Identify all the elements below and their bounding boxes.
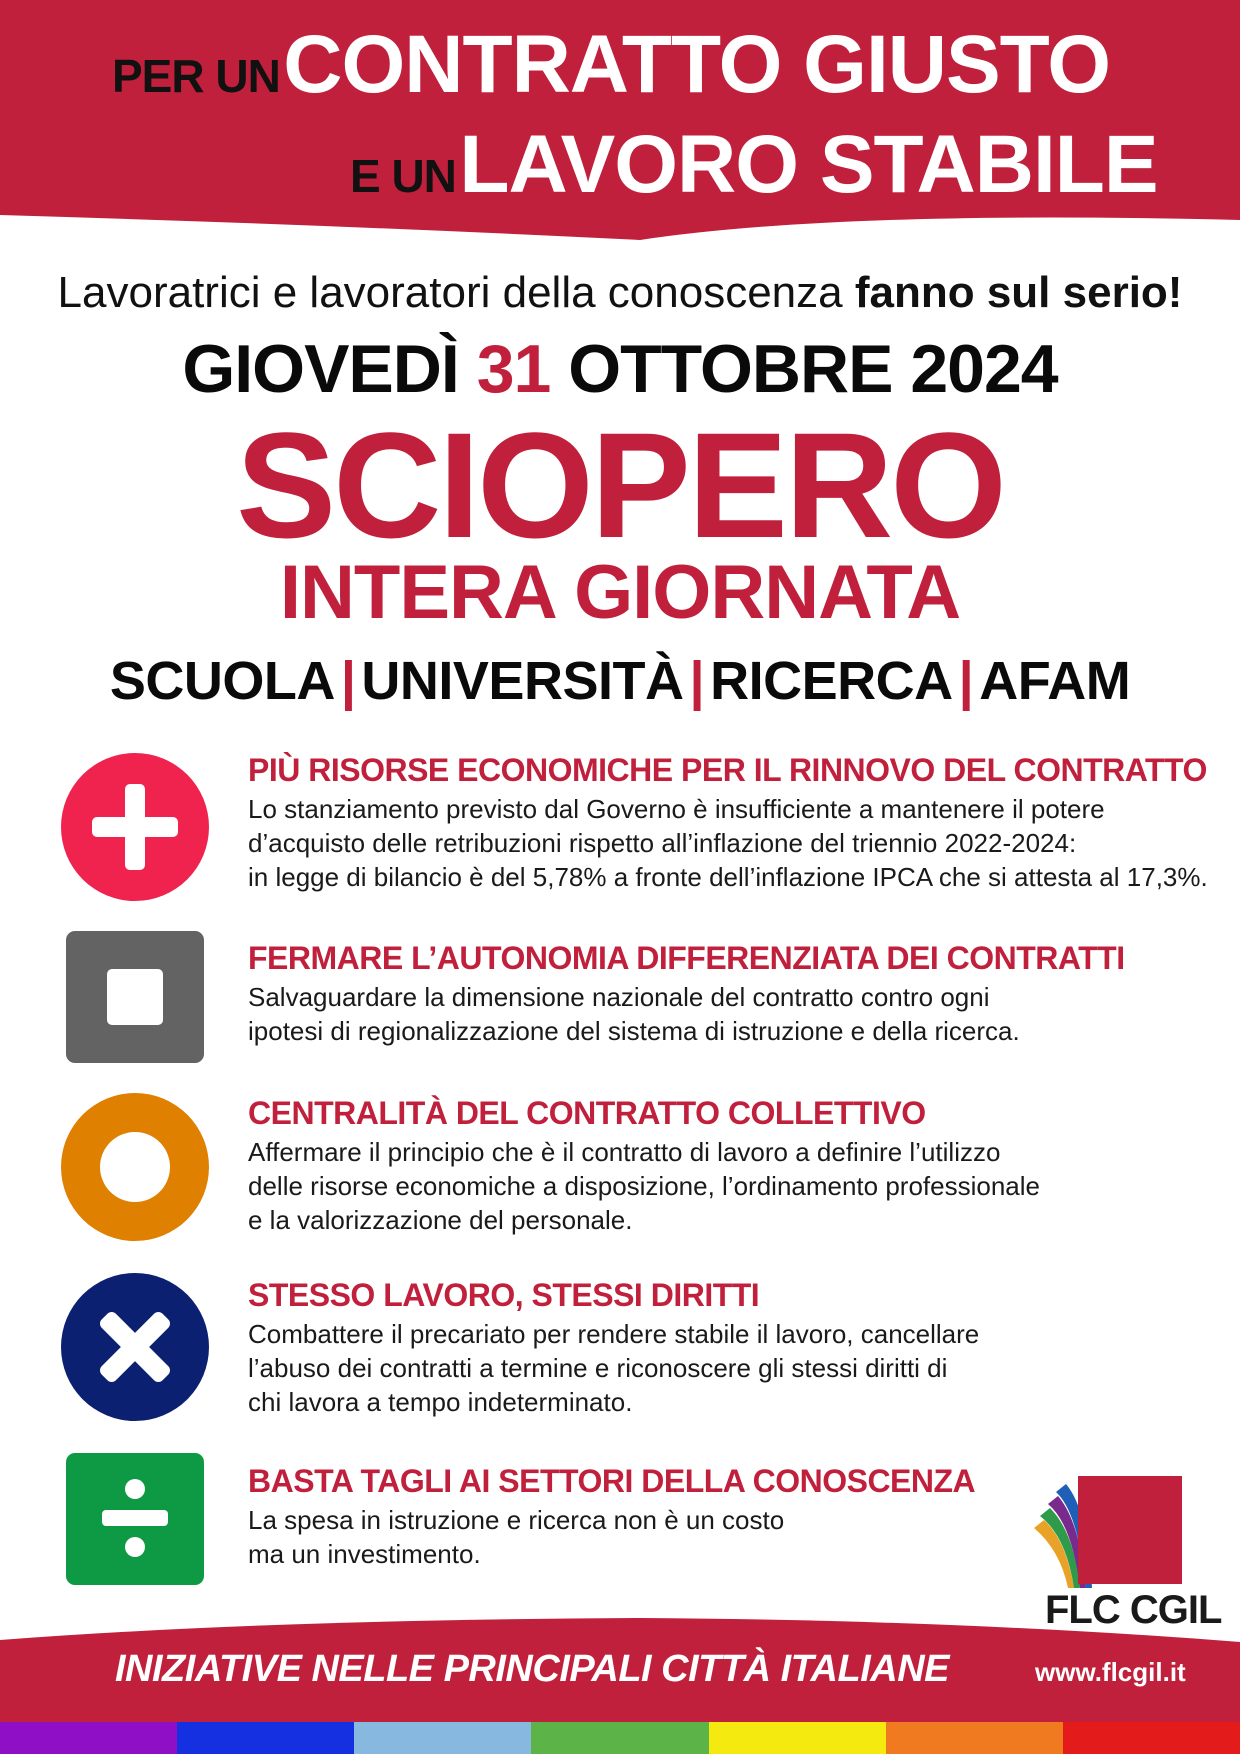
rainbow-segment bbox=[354, 1722, 531, 1754]
rainbow-strip bbox=[0, 1722, 1240, 1754]
sector-scuola: SCUOLA bbox=[109, 651, 335, 711]
point-title: FERMARE L’AUTONOMIA DIFFERENZIATA DEI CONTRATTI bbox=[248, 940, 1125, 976]
sector-separator: | bbox=[689, 651, 705, 711]
point-line: l’abuso dei contratti a termine e riconoscere gli stessi diritti di bbox=[248, 1353, 948, 1383]
point-line: Salvaguardare la dimensione nazionale del contratto contro ogni bbox=[248, 982, 990, 1012]
headline-big-2: LAVORO STABILE bbox=[459, 119, 1158, 210]
rainbow-segment bbox=[886, 1722, 1063, 1754]
headline-line-1 bbox=[112, 18, 1110, 112]
strike-subtitle: INTERA GIORNATA bbox=[279, 550, 961, 635]
subtitle-text: Lavoratrici e lavoratori della conoscenza bbox=[57, 268, 843, 317]
point-line: in legge di bilancio è del 5,78% a fronte dell’inflazione IPCA che si attesta al 17,3%. bbox=[248, 862, 1208, 892]
sector-universita: UNIVERSITÀ bbox=[361, 651, 684, 711]
strike-date bbox=[0, 330, 1240, 408]
date-day: 31 bbox=[476, 331, 551, 407]
point-title: CENTRALITÀ DEL CONTRATTO COLLETTIVO bbox=[248, 1095, 926, 1131]
point-line: chi lavora a tempo indeterminato. bbox=[248, 1387, 633, 1417]
date-month-year: OTTOBRE 2024 bbox=[568, 331, 1058, 407]
headline-line-2 bbox=[350, 118, 1158, 212]
strike-title: SCIOPERO bbox=[236, 401, 1004, 569]
headline-small-1: PER UN bbox=[112, 50, 280, 102]
point-body bbox=[248, 1135, 1040, 1237]
rainbow-segment bbox=[177, 1722, 354, 1754]
stop-square-icon bbox=[66, 931, 204, 1063]
plus-icon bbox=[60, 752, 210, 902]
point-line: Affermare il principio che è il contratto di lavoro a definire l’utilizzo bbox=[248, 1137, 1001, 1167]
date-weekday: GIOVEDÌ bbox=[182, 331, 459, 407]
point-line: Combattere il precariato per rendere stabile il lavoro, cancellare bbox=[248, 1319, 980, 1349]
point-body bbox=[248, 1503, 784, 1571]
headline-small-2: E UN bbox=[350, 150, 456, 202]
divide-icon bbox=[66, 1453, 204, 1585]
subtitle bbox=[0, 268, 1240, 318]
point-line: d’acquisto delle retribuzioni rispetto all’inflazione del triennio 2022-2024: bbox=[248, 828, 1077, 858]
point-line: Lo stanziamento previsto dal Governo è insufficiente a mantenere il potere bbox=[248, 794, 1105, 824]
point-line: La spesa in istruzione e ricerca non è un costo bbox=[248, 1505, 785, 1535]
times-icon bbox=[60, 1272, 210, 1422]
point-title: BASTA TAGLI AI SETTORI DELLA CONOSCENZA bbox=[248, 1463, 976, 1499]
point-line: ipotesi di regionalizzazione del sistema di istruzione e della ricerca. bbox=[248, 1016, 1020, 1046]
point-body bbox=[248, 1317, 979, 1419]
rainbow-segment bbox=[709, 1722, 886, 1754]
rainbow-segment bbox=[531, 1722, 708, 1754]
logo-text: FLC CGIL bbox=[1045, 1588, 1222, 1632]
headline-big-1: CONTRATTO GIUSTO bbox=[283, 19, 1111, 110]
point-body bbox=[248, 792, 1208, 894]
point-line: ma un investimento. bbox=[248, 1539, 481, 1569]
rainbow-segment bbox=[0, 1722, 177, 1754]
ring-icon bbox=[60, 1092, 210, 1242]
sector-afam: AFAM bbox=[979, 651, 1131, 711]
point-body bbox=[248, 980, 1020, 1048]
point-line: delle risorse economiche a disposizione, l’ordinamento professionale bbox=[248, 1171, 1040, 1201]
sectors-line bbox=[0, 650, 1240, 712]
website-link[interactable]: www.flcgil.it bbox=[1035, 1657, 1186, 1687]
rainbow-segment bbox=[1063, 1722, 1240, 1754]
initiatives-text: INIZIATIVE NELLE PRINCIPALI CITTÀ ITALIANE bbox=[115, 1648, 949, 1690]
subtitle-bold: fanno sul serio! bbox=[854, 268, 1183, 317]
sector-ricerca: RICERCA bbox=[710, 651, 953, 711]
sector-separator: | bbox=[958, 651, 974, 711]
point-title: STESSO LAVORO, STESSI DIRITTI bbox=[248, 1277, 760, 1313]
point-line: e la valorizzazione del personale. bbox=[248, 1205, 633, 1235]
point-title: PIÙ RISORSE ECONOMICHE PER IL RINNOVO DEL CONTRATTO bbox=[248, 752, 1207, 788]
sector-separator: | bbox=[340, 651, 356, 711]
